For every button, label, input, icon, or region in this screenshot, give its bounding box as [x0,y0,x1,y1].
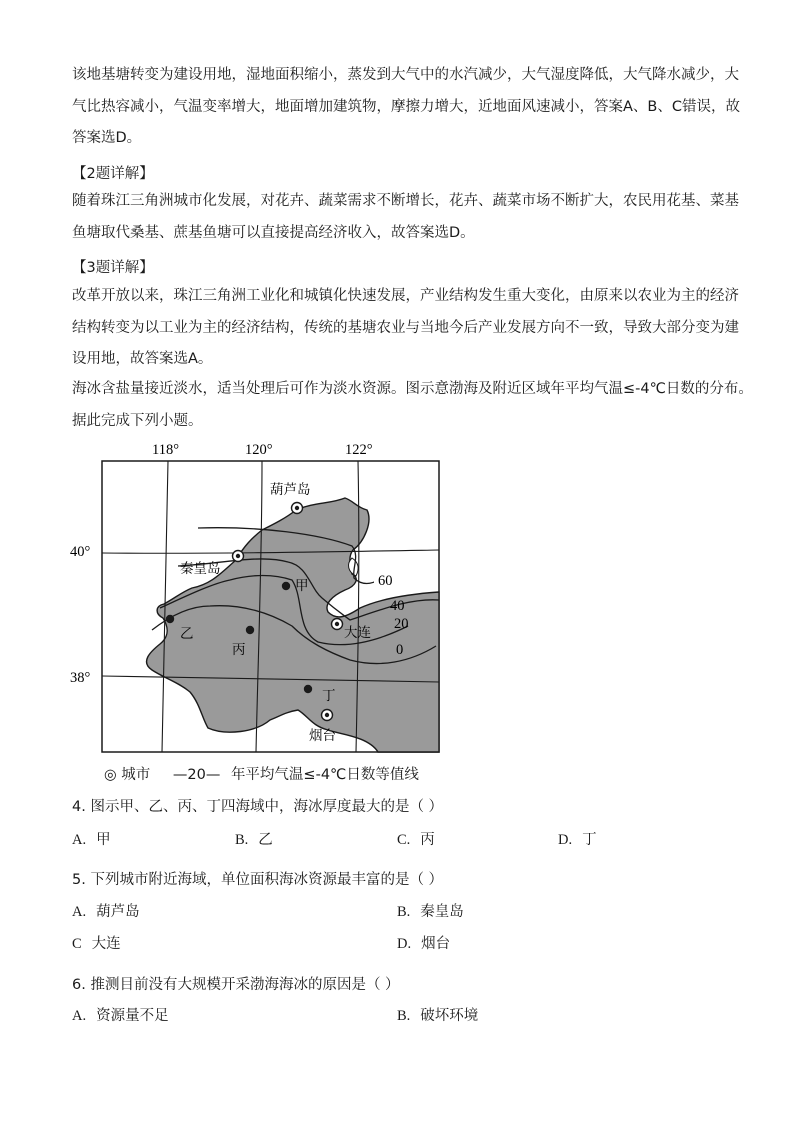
option-c[interactable] [397,828,435,849]
city-label: 大连 [344,625,371,641]
city-label: 葫芦岛 [270,482,311,498]
option-text: 乙 [258,832,273,848]
option-d[interactable] [397,932,450,953]
option-text: 资源量不足 [96,1008,169,1024]
question-stem: 6. 推测目前没有大规模开采渤海海冰的原因是（ ） [72,977,400,993]
text-line: 鱼塘取代桑基、蔗基鱼塘可以直接提高经济收入，故答案选D。 [72,224,475,241]
option-c[interactable] [72,932,121,953]
option-a[interactable] [72,900,140,921]
legend-city-label: 城市 [121,767,151,783]
isoline-label: 0 [396,642,404,658]
isoline-label: 20 [394,616,409,632]
text-line: 结构转变为以工业为主的经济结构，传统的基塘农业与当地今后产业发展方向不一致，导致大部分变为建 [72,319,739,336]
section-heading: 【2题详解】 [72,166,154,182]
option-letter: C. [397,832,411,848]
material-paragraph [72,374,753,437]
map-legend [104,763,419,784]
option-b[interactable] [397,1004,478,1025]
question-stem: 4. 图示甲、乙、丙、丁四海域中，海冰厚度最大的是（ ） [72,799,444,815]
legend-isoline-label: 年平均气温≤-4℃日数等值线 [230,767,419,783]
option-a[interactable] [72,1004,169,1025]
text-line: 据此完成下列小题。 [72,412,203,429]
text-line: 该地基塘转变为建设用地，湿地面积缩小，蒸发到大气中的水汽减少，大气湿度降低，大气降水减少，大 [72,67,739,83]
longitude-label: 122° [345,442,373,458]
option-letter: A. [72,904,87,920]
option-letter: C [72,936,82,952]
longitude-label: 120° [245,442,273,458]
text-line: 答案选D。 [72,130,142,146]
text-line: 气比热容减小，气温变率增大，地面增加建筑物，摩擦力增大，近地面风速减小，答案A、B、C错误，故 [72,98,740,115]
latitude-label: 40° [70,544,91,560]
text-line: 改革开放以来，珠江三角洲工业化和城镇化快速发展，产业结构发生重大变化，由原来以农业为主的经济 [72,288,739,304]
option-letter: A. [72,832,87,848]
text-line: 设用地，故答案选A。 [72,351,213,367]
longitude-label: 118° [152,442,180,458]
isoline-label: 60 [378,573,393,589]
option-letter: A. [72,1008,87,1024]
intro-paragraph [72,60,740,155]
section3-paragraph [72,281,739,376]
option-text: 葫芦岛 [96,904,140,920]
latitude-label: 38° [70,670,91,686]
option-text: 大连 [91,936,121,952]
option-letter: D. [397,936,412,952]
option-text: 丙 [420,832,435,848]
point-label: 甲 [295,578,309,594]
legend-isoline-symbol: —20— [172,767,221,783]
point-label: 丙 [232,642,246,658]
point-label: 丁 [322,688,336,704]
city-legend-icon: ◎ [104,767,117,783]
option-d[interactable] [558,828,597,849]
city-label: 烟台 [309,728,336,744]
bohai-map [60,438,460,760]
question-stem: 5. 下列城市附近海域，单位面积海冰资源最丰富的是（ ） [72,872,444,888]
text-line: 随着珠江三角洲城市化发展，对花卉、蔬菜需求不断增长，花卉、蔬菜市场不断扩大，农民用花基、菜基 [72,193,739,209]
point-label: 乙 [180,626,194,642]
section-heading: 【3题详解】 [72,260,154,276]
option-text: 破坏环境 [420,1008,479,1024]
option-text: 烟台 [421,936,451,952]
option-letter: D. [558,832,573,848]
option-a[interactable] [72,828,111,849]
option-b[interactable] [397,900,464,921]
city-label: 秦皇岛 [180,561,221,577]
option-letter: B. [397,1008,411,1024]
text-line: 海冰含盐量接近淡水，适当处理后可作为淡水资源。图示意渤海及附近区域年平均气温≤-4℃日数的分布。 [72,381,753,397]
option-text: 甲 [96,832,111,848]
option-b[interactable] [235,828,273,849]
option-text: 秦皇岛 [420,904,464,920]
isoline-label: 40 [390,598,405,614]
option-text: 丁 [582,832,597,848]
section2-paragraph [72,186,739,249]
option-letter: B. [397,904,411,920]
option-letter: B. [235,832,249,848]
